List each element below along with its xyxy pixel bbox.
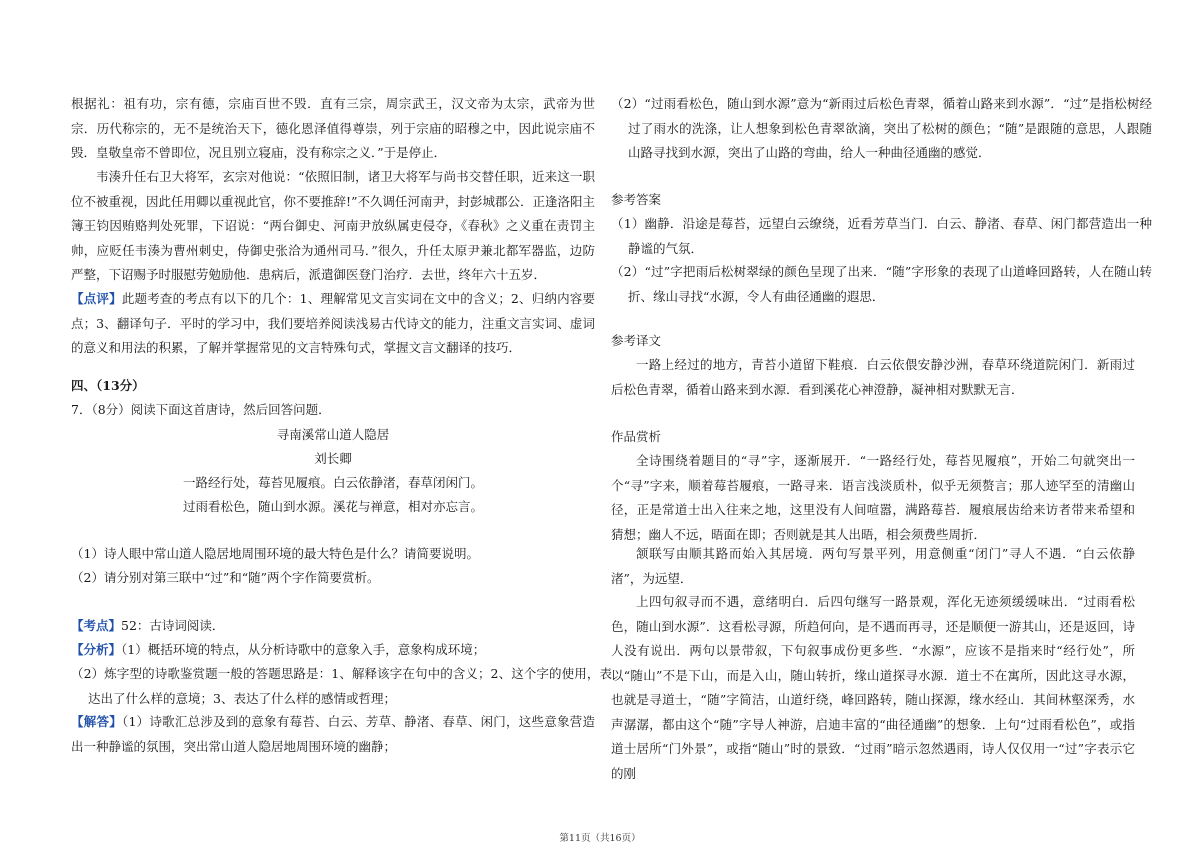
analysis-block [71,638,595,663]
page-footer: 第11页（共16页） [559,833,641,844]
poem-author: 刘长卿 [314,451,352,466]
reference-answer-2: （2）“过”字把雨后松树翠绿的颜色呈现了出来．“随”字形象的表现了山道峰回路转，人在随山转折、缘山寻找“水源，令人有曲径通幽的遐思． [611,264,1152,304]
kaodian-text: 52：古诗词阅读． [121,618,225,633]
appreciation-para-2: 颔联写由顺其路而始入其居境．两句写景平列，用意侧重“闭门”寻人不遇．“白云依静渚”，为远望． [611,546,1135,586]
answer-text-1: （1）诗歌汇总涉及到的意象有莓苔、白云、芳草、静渚、春草、闲门，这些意象营造出一种静谧的氛围，突出常山道人隐居地周围环境的幽静； [71,714,595,754]
section-heading: 四、（13分） [71,378,145,393]
kaodian-tag: 【考点】 [71,618,122,633]
poem-title: 寻南溪常山道人隐居 [276,427,390,442]
poem-line-1: 一路经行处，莓苔见履痕。白云依静渚，春草闭闲门。 [182,475,483,490]
sub-question-1: （1）诗人眼中常山道人隐居地周围环境的最大特色是什么？请简要说明。 [71,546,479,561]
sub-question-2: （2）请分别对第三联中“过”和“随”两个字作简要赏析。 [71,570,380,585]
translation-heading: 参考译文 [611,333,662,348]
appreciation-para-1: 全诗围绕着题目的“寻”字，逐渐展开．“一路经行处，莓苔见履痕”，开始二句就突出一个“寻”字来，顺着莓苔履痕，一路寻来．语言浅淡质朴，似乎无须赘言；那人迹罕至的清幽山径，正是常道士出入往来之地，这里没有人间喧嚣，满路莓苔．履痕展齿给来访者带来希望和猜想；幽人不远，晤面在即；否则就是其人出晤，相会须费些周折． [611,453,1135,542]
paragraph-ritual: 根据礼：祖有功，宗有德，宗庙百世不毁．直有三宗，周宗武王，汉文帝为太宗，武帝为世宗．历代称宗的，无不是统治天下，德化恩泽值得尊崇，列于宗庙的昭穆之中，因此说宗庙不毁．皇敬皇帝不曾即位，况且别立寝庙，没有称宗之义．”于是停止． [71,96,595,160]
paragraph-weicou: 韦湊升任右卫大将军，玄宗对他说：“依照旧制，诸卫大将军与尚书交替任职，近来这一职位不被重视，因此任用卿以重视此官，你不要推辞!”不久调任河南尹，封彭城郡公．正逢洛阳主簿王钧因贿赂判处死罪，下诏说：“两台御史、河南尹放纵属吏侵夺，《春秋》之义重在责罚主帅，应贬任韦湊为曹州刺史，侍御史张洽为通州司马．”很久，升任太原尹兼北都军器监，边防严整，下诏赐予时服慰劳勉励他．患病后，派遣御医登门治疗．去世，终年六十五岁． [71,169,595,282]
answer-block [71,710,595,759]
reference-answer-1: （1）幽静．沿途是莓苔，远望白云缭绕，近看芳草当门．白云、静渚、春草、闲门都营造出一种静谧的气氛． [611,216,1152,256]
comment-block [71,287,595,361]
comment-text: 此题考查的考点有以下的几个：1、理解常见文言实词在文中的含义；2、归纳内容要点；3、翻译句子．平时的学习中，我们要培养阅读浅易古代诗文的能力，注重文言实词、虚词的意义和用法的积累，了解并掌握常见的文言特殊句式，掌握文言文翻译的技巧． [71,291,595,355]
analysis-tag: 【分析】 [71,642,122,657]
analysis-text-1: （1）概括环境的特点，从分析诗歌中的意象入手，意象构成环境； [121,642,486,657]
analysis-text-2: （2）炼字型的诗歌鉴赏题一般的答题思路是：1、解释该字在句中的含义；2、这个字的使用，表达出了什么样的意境；3、表达了什么样的感情或哲理； [71,666,612,706]
answer-text-2: （2）“过雨看松色，随山到水源”意为“新雨过后松色青翠，循着山路来到水源”．“过”是指松树经过了雨水的洗涤，让人想象到松色青翠欲滴，突出了松树的颜色；“随”是跟随的意思，人跟随山路寻找到水源，突出了山路的弯曲，给人一种曲径通幽的感觉． [611,96,1152,160]
comment-tag: 【点评】 [71,291,122,306]
question-7: 7．（8分）阅读下面这首唐诗，然后回答问题． [71,402,331,417]
poem-line-2: 过雨看松色，随山到水源。溪花与禅意，相对亦忘言。 [182,499,483,514]
kaodian-block [71,614,595,639]
answer-tag: 【解答】 [71,714,122,729]
reference-heading: 参考答案 [611,192,662,207]
translation-text: 一路上经过的地方，青苔小道留下鞋痕．白云依偎安静沙洲，春草环绕道院闲门．新雨过后松色青翠，循着山路来到水源．看到溪花心神澄静，凝神相对默默无言． [611,357,1135,397]
appreciation-para-3: 上四句叙寻而不遇，意绪明白．后四句继写一路景观，浑化无迹须缓缓味出．“过雨看松色，随山到水源”．这看松寻源，所趋何向，是不遇而再寻，还是顺便一游其山，还是返回，诗人没有说出．两句以景带叙，下句叙事成份更多些．“水源”，应该不是指来时“经行处”，所以“随山”不是下山，而是入山，随山转折，缘山道探寻水源．道士不在寓所，因此这寻水源，也就是寻道士，“随”字简洁，山道纡绕，峰回路转，随山探源，缘水经山．其间林壑深秀，水声潺潺，都由这个“随”字导人神游，启迪丰富的“曲径通幽”的想象．上句“过雨看松色”，或指道士居所“门外景”，或指“随山”时的景致．“过雨”暗示忽然遇雨，诗人仅仅用一“过”字表示它的刚 [611,594,1135,781]
appreciation-heading: 作品赏析 [611,429,662,444]
